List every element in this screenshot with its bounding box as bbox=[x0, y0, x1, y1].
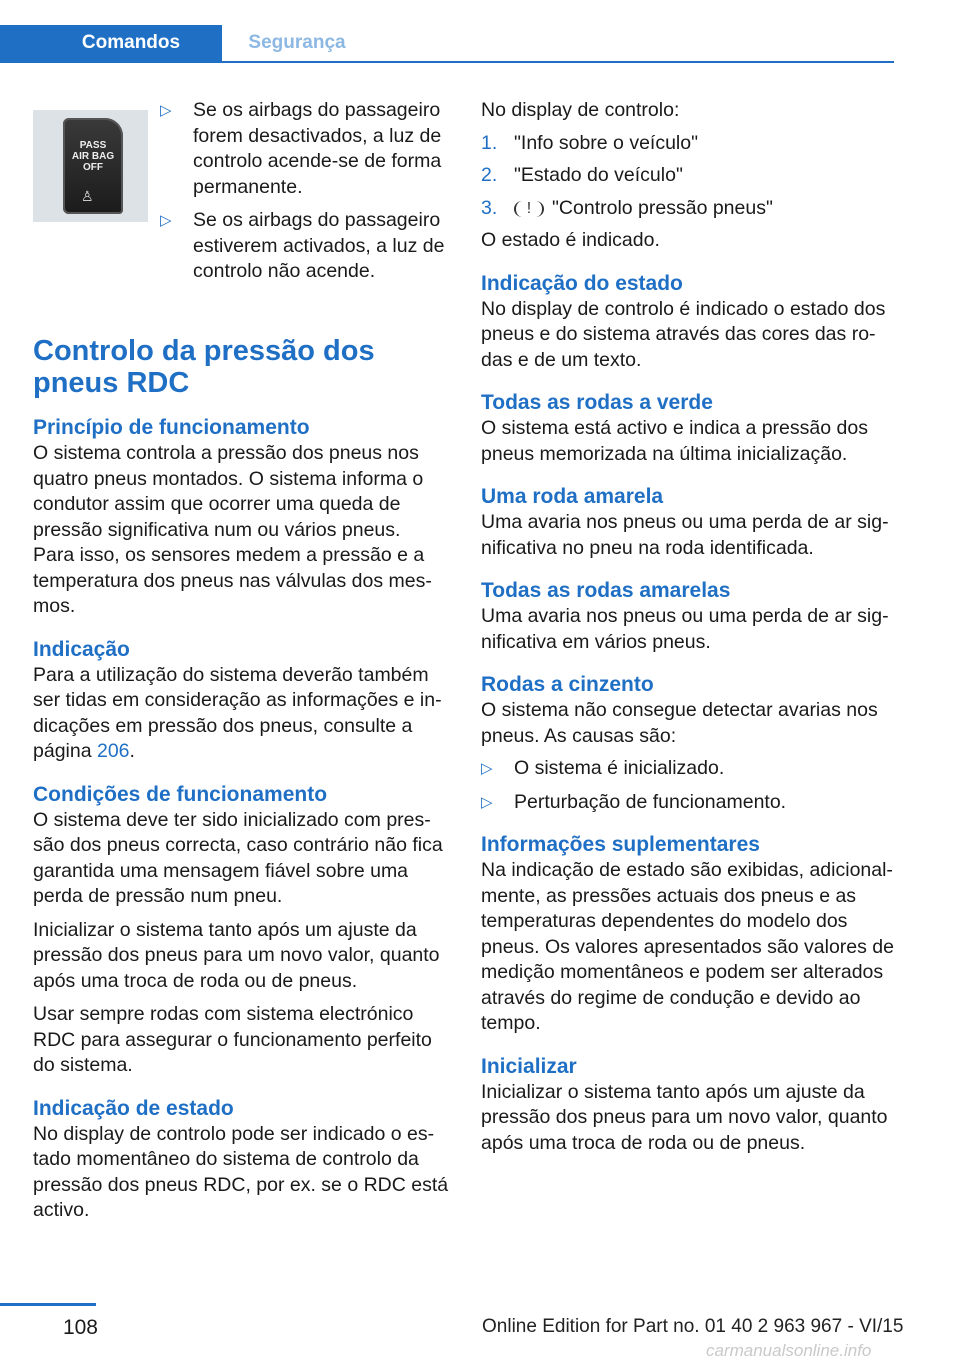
list-item bbox=[160, 98, 455, 200]
paragraph: No display de controlo pode ser indicado o es-tado momentâneo do sistema de controlo da pressão dos pneus RDC, por ex. se o RDC está activo. bbox=[33, 1122, 449, 1221]
triangle-bullet-icon: ▷ bbox=[481, 793, 493, 811]
header-tabbar bbox=[0, 25, 894, 63]
section-title: Uma roda amarela bbox=[481, 485, 664, 508]
section-title: Princípio de funcionamento bbox=[33, 416, 310, 439]
bullet-text: Se os airbags do passageiro forem desactivados, a luz de controlo acende-se de forma permanente. bbox=[193, 99, 442, 198]
list-item bbox=[160, 208, 455, 285]
paragraph: No display de controlo é indicado o estado dos pneus e do sistema através das cores das ro-das e de um texto. bbox=[481, 297, 886, 371]
section-title: Todas as rodas amarelas bbox=[481, 579, 731, 602]
footer-divider bbox=[0, 1303, 96, 1306]
airbag-bullets bbox=[160, 98, 455, 293]
watermark: carmanualsonline.info bbox=[706, 1341, 872, 1360]
paragraph: O sistema deve ter sido inicializado com pres-são dos pneus correcta, caso contrário não fica garantida uma mensagem fiável sobre uma perda de pressão num pneu. bbox=[33, 808, 443, 907]
paragraph: O sistema não consegue detectar avarias nos pneus. As causas são: bbox=[481, 699, 878, 747]
list-item bbox=[481, 131, 901, 157]
tire-warning-icon: ! bbox=[514, 201, 544, 217]
section-title: Indicação do estado bbox=[481, 271, 683, 295]
paragraph: Inicializar o sistema tanto após um ajuste da pressão dos pneus para um novo valor, quanto após uma troca de roda ou de pneus. bbox=[481, 1080, 888, 1154]
paragraph: Usar sempre rodas com sistema electrónico RDC para assegurar o funcionamento perfeito do sistema. bbox=[33, 1003, 432, 1076]
numbered-steps bbox=[481, 131, 901, 222]
airbag-seat-icon: ♙ bbox=[81, 188, 94, 204]
tab-comandos[interactable]: Comandos bbox=[0, 25, 222, 61]
triangle-bullet-icon: ▷ bbox=[160, 212, 172, 229]
paragraph: Uma avaria nos pneus ou uma perda de ar sig-nificativa em vários pneus. bbox=[481, 605, 889, 653]
step-number: 1. bbox=[481, 131, 498, 154]
bullet-text: Perturbação de funcionamento. bbox=[514, 790, 787, 813]
page-number: 108 bbox=[62, 1316, 98, 1339]
paragraph: Uma avaria nos pneus ou uma perda de ar sig-nificativa no pneu na roda identificada. bbox=[481, 511, 889, 559]
section-title: Informações suplementares bbox=[481, 833, 760, 856]
airbag-indicator-photo bbox=[33, 110, 148, 222]
section-title: Inicializar bbox=[481, 1054, 577, 1078]
step-text: "Info sobre o veículo" bbox=[514, 131, 699, 154]
triangle-bullet-icon: ▷ bbox=[160, 102, 172, 119]
paragraph: Para isso, os sensores medem a pressão e a temperatura dos pneus nas válvulas dos mes-mos. bbox=[33, 544, 432, 617]
edition-note: Online Edition for Part no. 01 40 2 963 967 - VI/15 bbox=[482, 1316, 904, 1337]
paragraph: O sistema está activo e indica a pressão dos pneus memorizada na última inicialização. bbox=[481, 417, 868, 465]
passenger-airbag-off-lamp bbox=[63, 118, 123, 214]
step-text: "Estado do veículo" bbox=[514, 164, 683, 186]
paragraph-end: . bbox=[129, 740, 135, 762]
list-item bbox=[481, 196, 901, 222]
tab-seguranca[interactable]: Segurança bbox=[222, 25, 372, 61]
paragraph: O sistema controla a pressão dos pneus nos quatro pneus montados. O sistema informa o condutor assim que ocorrer uma queda de pressão significativa num ou vários pneus. bbox=[33, 442, 424, 541]
causes-list bbox=[481, 756, 901, 815]
section-title: Rodas a cinzento bbox=[481, 673, 654, 696]
airbag-lamp-label: PASS AIR BAG OFF bbox=[71, 140, 115, 173]
list-item bbox=[481, 756, 901, 782]
paragraph-text: Para a utilização do sistema deverão também ser tidas em consideração as informações e in-dicações em pressão dos pneus, consulte a página bbox=[33, 663, 442, 762]
airbag-block bbox=[33, 98, 453, 308]
bullet-text: O sistema é inicializado. bbox=[514, 757, 725, 779]
step-number: 2. bbox=[481, 164, 498, 186]
page-title: Controlo da pressão dos pneus RDC bbox=[33, 335, 375, 399]
section-title: Indicação de estado bbox=[33, 1096, 234, 1120]
triangle-bullet-icon: ▷ bbox=[481, 760, 493, 777]
paragraph: Na indicação de estado são exibidas, adicional-mente, as pressões actuais dos pneus e as temperaturas dependentes do modelo dos pneus. Os valores apresentados são valores de medição momentâneos e podem ser alterados através do regime de condução e devido ao tempo. bbox=[481, 859, 894, 1034]
bullet-text: Se os airbags do passageiro estiverem activados, a luz de controlo não acende. bbox=[193, 209, 445, 282]
paragraph: O estado é indicado. bbox=[481, 229, 660, 251]
step-number: 3. bbox=[481, 196, 498, 219]
list-item bbox=[481, 163, 901, 189]
section-title: Todas as rodas a verde bbox=[481, 391, 713, 414]
right-column bbox=[481, 98, 901, 1156]
list-item bbox=[481, 790, 901, 816]
paragraph: Inicializar o sistema tanto após um ajuste da pressão dos pneus para um novo valor, quanto após uma troca de roda ou de pneus. bbox=[33, 918, 440, 992]
page-link[interactable]: 206 bbox=[96, 740, 130, 762]
step-text: "Controlo pressão pneus" bbox=[552, 196, 773, 219]
paragraph: No display de controlo: bbox=[481, 99, 680, 121]
left-column bbox=[33, 98, 453, 1224]
section-title: Indicação bbox=[33, 637, 130, 661]
section-title: Condições de funcionamento bbox=[33, 782, 328, 806]
paragraph bbox=[33, 663, 453, 765]
